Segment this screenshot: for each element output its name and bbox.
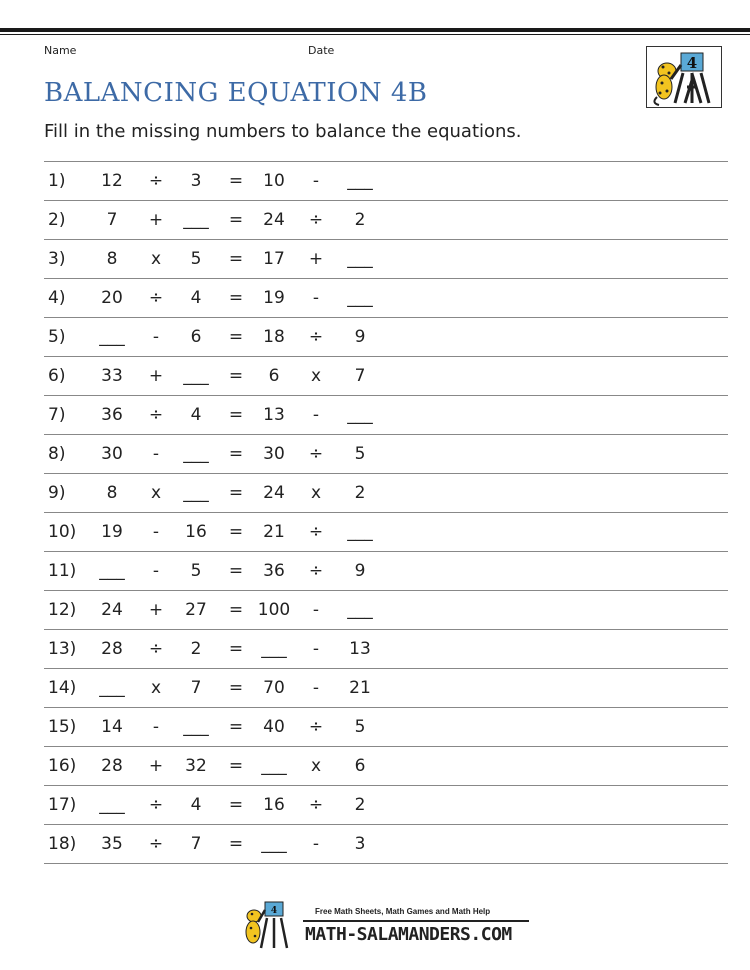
problem-number: 4) xyxy=(48,288,66,308)
operator-left: ÷ xyxy=(148,171,164,191)
equals-sign: = xyxy=(228,327,244,347)
operand-a: 20 xyxy=(101,288,123,308)
operator-right: x xyxy=(310,756,322,776)
operator-right: ÷ xyxy=(308,327,324,347)
operator-left: x xyxy=(150,483,162,503)
problem-number: 11) xyxy=(48,561,77,581)
operator-left: - xyxy=(152,327,160,347)
top-rule xyxy=(0,28,750,32)
date-label: Date xyxy=(308,44,335,57)
operand-a: 35 xyxy=(101,834,123,854)
operand-d: 6 xyxy=(354,756,366,776)
problem-number: 10) xyxy=(48,522,77,542)
operand-a: 24 xyxy=(101,600,123,620)
equals-sign: = xyxy=(228,795,244,815)
answer-blank[interactable]: ___ xyxy=(99,795,125,815)
equals-sign: = xyxy=(228,483,244,503)
operator-left: ÷ xyxy=(148,405,164,425)
problem-number: 1) xyxy=(48,171,66,191)
answer-blank[interactable]: ___ xyxy=(347,600,373,620)
operand-b: 6 xyxy=(190,327,202,347)
grade-badge: 4 xyxy=(686,54,698,72)
equals-sign: = xyxy=(228,834,244,854)
problem-number: 14) xyxy=(48,678,77,698)
operand-a: 28 xyxy=(101,639,123,659)
operator-right: ÷ xyxy=(308,795,324,815)
operator-right: ÷ xyxy=(308,561,324,581)
operand-b: 7 xyxy=(190,678,202,698)
equation-row xyxy=(44,708,728,747)
footer-tagline: Free Math Sheets, Math Games and Math Help xyxy=(315,907,491,916)
answer-blank[interactable]: ___ xyxy=(347,288,373,308)
operand-c: 17 xyxy=(263,249,285,269)
operator-right: - xyxy=(312,834,320,854)
operator-left: - xyxy=(152,561,160,581)
operand-c: 21 xyxy=(263,522,285,542)
operand-d: 3 xyxy=(354,834,366,854)
problem-number: 13) xyxy=(48,639,77,659)
operator-right: - xyxy=(312,678,320,698)
equation-row xyxy=(44,513,728,552)
operand-d: 2 xyxy=(354,483,366,503)
footer-logo xyxy=(243,898,533,950)
operand-c: 30 xyxy=(263,444,285,464)
answer-blank[interactable]: ___ xyxy=(261,756,287,776)
operator-right: ÷ xyxy=(308,210,324,230)
operand-b: 16 xyxy=(185,522,207,542)
operator-left: - xyxy=(152,717,160,737)
equals-sign: = xyxy=(228,210,244,230)
operator-left: x xyxy=(150,678,162,698)
equals-sign: = xyxy=(228,639,244,659)
operand-c: 10 xyxy=(263,171,285,191)
operator-right: ÷ xyxy=(308,522,324,542)
answer-blank[interactable]: ___ xyxy=(99,327,125,347)
footer-site-name: MATH-SALAMANDERS.COM xyxy=(305,924,512,945)
operand-d: 9 xyxy=(354,327,366,347)
equation-row xyxy=(44,552,728,591)
operand-c: 24 xyxy=(263,210,285,230)
operand-c: 100 xyxy=(257,600,291,620)
equation-row xyxy=(44,357,728,396)
equals-sign: = xyxy=(228,756,244,776)
operand-a: 8 xyxy=(106,249,118,269)
operator-right: - xyxy=(312,639,320,659)
operator-right: x xyxy=(310,366,322,386)
operand-a: 30 xyxy=(101,444,123,464)
operator-right: - xyxy=(312,288,320,308)
operand-b: 5 xyxy=(190,561,202,581)
operand-a: 33 xyxy=(101,366,123,386)
answer-blank[interactable]: ___ xyxy=(347,171,373,191)
equals-sign: = xyxy=(228,561,244,581)
operator-right: x xyxy=(310,483,322,503)
operator-left: ÷ xyxy=(148,639,164,659)
operator-right: - xyxy=(312,405,320,425)
answer-blank[interactable]: ___ xyxy=(347,249,373,269)
answer-blank[interactable]: ___ xyxy=(261,639,287,659)
answer-blank[interactable]: ___ xyxy=(183,366,209,386)
operand-c: 24 xyxy=(263,483,285,503)
answer-blank[interactable]: ___ xyxy=(99,678,125,698)
equals-sign: = xyxy=(228,600,244,620)
equation-row xyxy=(44,435,728,474)
problem-number: 17) xyxy=(48,795,77,815)
problem-number: 8) xyxy=(48,444,66,464)
equation-row xyxy=(44,591,728,630)
grade-logo xyxy=(646,46,722,108)
equation-row xyxy=(44,669,728,708)
operator-left: + xyxy=(148,366,164,386)
operator-right: + xyxy=(308,249,324,269)
operator-left: - xyxy=(152,444,160,464)
operator-right: ÷ xyxy=(308,444,324,464)
operand-d: 5 xyxy=(354,717,366,737)
equals-sign: = xyxy=(228,717,244,737)
equals-sign: = xyxy=(228,405,244,425)
equals-sign: = xyxy=(228,171,244,191)
equation-row xyxy=(44,396,728,435)
answer-blank[interactable]: ___ xyxy=(347,405,373,425)
operator-left: + xyxy=(148,600,164,620)
footer-badge: 4 xyxy=(270,906,278,916)
equation-row xyxy=(44,786,728,825)
problem-number: 18) xyxy=(48,834,77,854)
equals-sign: = xyxy=(228,522,244,542)
operand-a: 28 xyxy=(101,756,123,776)
operand-d: 5 xyxy=(354,444,366,464)
operand-b: 2 xyxy=(190,639,202,659)
operand-c: 19 xyxy=(263,288,285,308)
operand-a: 8 xyxy=(106,483,118,503)
answer-blank[interactable]: ___ xyxy=(183,483,209,503)
operand-b: 5 xyxy=(190,249,202,269)
answer-blank[interactable]: ___ xyxy=(183,210,209,230)
operand-d: 2 xyxy=(354,210,366,230)
equation-row xyxy=(44,240,728,279)
problem-number: 3) xyxy=(48,249,66,269)
problem-number: 16) xyxy=(48,756,77,776)
operand-b: 32 xyxy=(185,756,207,776)
operator-right: ÷ xyxy=(308,717,324,737)
operand-c: 6 xyxy=(268,366,280,386)
answer-blank[interactable]: ___ xyxy=(99,561,125,581)
answer-blank[interactable]: ___ xyxy=(261,834,287,854)
name-label: Name xyxy=(44,44,77,57)
operand-a: 14 xyxy=(101,717,123,737)
operand-b: 7 xyxy=(190,834,202,854)
equation-row xyxy=(44,162,728,201)
operand-d: 9 xyxy=(354,561,366,581)
problem-number: 6) xyxy=(48,366,66,386)
equals-sign: = xyxy=(228,366,244,386)
problem-number: 9) xyxy=(48,483,66,503)
problem-number: 12) xyxy=(48,600,77,620)
operator-left: + xyxy=(148,756,164,776)
operand-d: 2 xyxy=(354,795,366,815)
operand-a: 12 xyxy=(101,171,123,191)
equation-row xyxy=(44,825,728,864)
problem-number: 2) xyxy=(48,210,66,230)
operand-b: 4 xyxy=(190,795,202,815)
answer-blank[interactable]: ___ xyxy=(183,444,209,464)
operand-a: 7 xyxy=(106,210,118,230)
instructions: Fill in the missing numbers to balance the equations. xyxy=(44,121,522,142)
operator-left: x xyxy=(150,249,162,269)
answer-blank[interactable]: ___ xyxy=(183,717,209,737)
equation-row xyxy=(44,747,728,786)
equals-sign: = xyxy=(228,249,244,269)
equation-row xyxy=(44,201,728,240)
operand-d: 21 xyxy=(349,678,371,698)
problem-number: 5) xyxy=(48,327,66,347)
operator-right: - xyxy=(312,171,320,191)
equals-sign: = xyxy=(228,444,244,464)
operator-left: + xyxy=(148,210,164,230)
salamander-logo-icon xyxy=(243,898,303,950)
page-title: BALANCING EQUATION 4B xyxy=(44,78,428,108)
operand-c: 40 xyxy=(263,717,285,737)
equation-row xyxy=(44,630,728,669)
equation-row xyxy=(44,318,728,357)
operand-b: 4 xyxy=(190,405,202,425)
operand-b: 4 xyxy=(190,288,202,308)
operator-left: ÷ xyxy=(148,795,164,815)
equals-sign: = xyxy=(228,288,244,308)
operand-c: 36 xyxy=(263,561,285,581)
operand-b: 3 xyxy=(190,171,202,191)
operator-right: - xyxy=(312,600,320,620)
operand-b: 27 xyxy=(185,600,207,620)
top-rule-thin xyxy=(0,34,750,35)
footer-rule xyxy=(303,920,529,922)
operand-c: 16 xyxy=(263,795,285,815)
operand-c: 18 xyxy=(263,327,285,347)
equation-row xyxy=(44,279,728,318)
operand-c: 70 xyxy=(263,678,285,698)
operand-d: 13 xyxy=(349,639,371,659)
operand-d: 7 xyxy=(354,366,366,386)
operator-left: ÷ xyxy=(148,288,164,308)
problem-number: 15) xyxy=(48,717,77,737)
operand-a: 19 xyxy=(101,522,123,542)
problem-number: 7) xyxy=(48,405,66,425)
equation-list xyxy=(44,161,728,864)
equals-sign: = xyxy=(228,678,244,698)
operand-a: 36 xyxy=(101,405,123,425)
operator-left: ÷ xyxy=(148,834,164,854)
equation-row xyxy=(44,474,728,513)
salamander-teacher-icon xyxy=(647,47,721,107)
operator-left: - xyxy=(152,522,160,542)
answer-blank[interactable]: ___ xyxy=(347,522,373,542)
operand-c: 13 xyxy=(263,405,285,425)
